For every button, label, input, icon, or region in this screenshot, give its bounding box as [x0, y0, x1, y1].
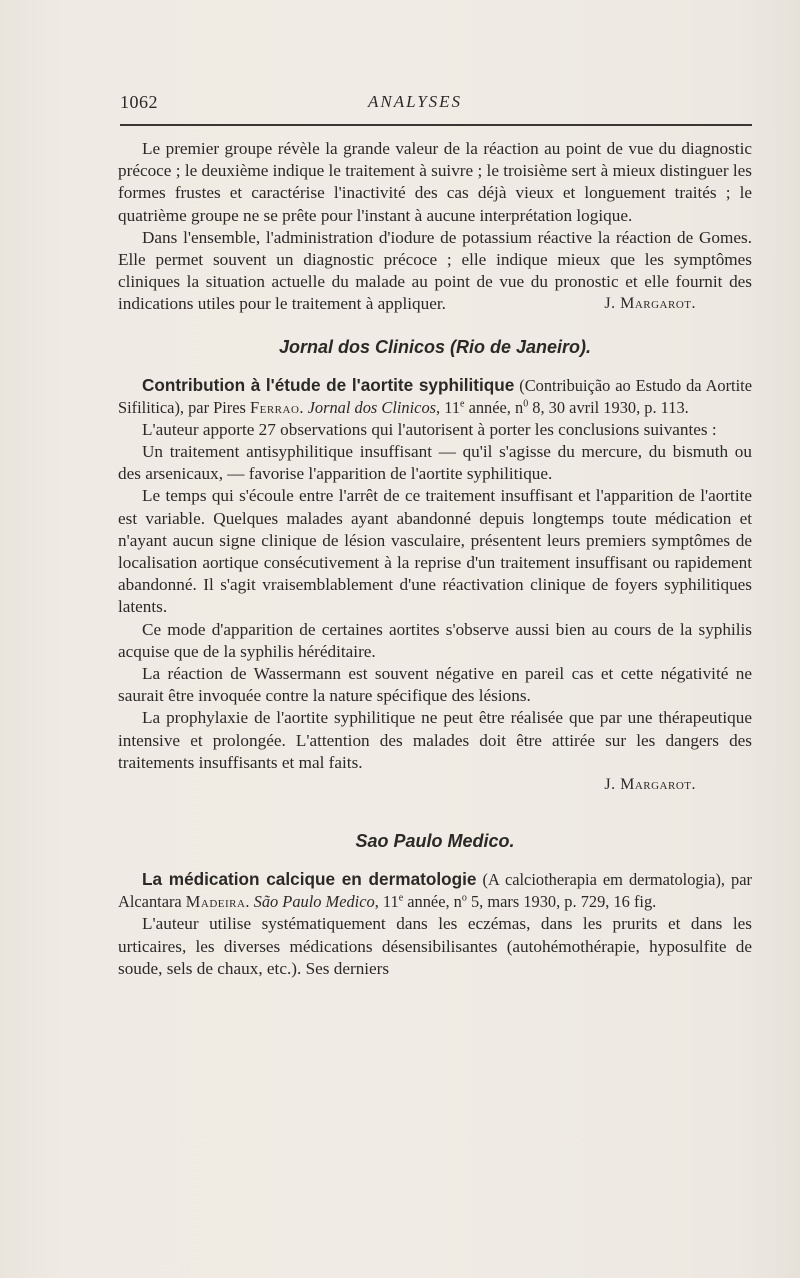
article-ref: , 11: [436, 397, 461, 417]
article-ref: (Contribuição ao Estudo da Aortite Sifilitica), par Pires: [118, 375, 752, 417]
paragraph: [118, 227, 752, 316]
paragraph: La réaction de Wassermann est souvent négative en pareil cas et cette négativité ne saurait être invoquée contre la nature spécifique des lésions.: [118, 664, 752, 706]
paragraph: Ce mode d'apparition de certaines aortites s'observe aussi bien au cours de la syphilis acquise que de la syphilis héréditaire.: [118, 619, 752, 661]
paragraph: L'auteur utilise systématiquement dans les eczémas, dans les prurits et dans les urticaires, les diverses médications désensibilisantes (autohémothérapie, hyposulfite de soude, sels de chaux, etc.). Ses derniers: [118, 914, 752, 978]
running-title: ANALYSES: [368, 92, 463, 111]
article-ref: 8, 30 avril 1930, p. 113.: [528, 397, 689, 417]
article-title: Contribution à l'étude de l'aortite syphilitique: [142, 374, 515, 395]
signature: J. Margarot.: [604, 776, 696, 794]
paragraph: Le temps qui s'écoule entre l'arrêt de ce traitement insuffisant et l'apparition de l'aortite est variable. Quelques malades ayant abandonné depuis longtemps toute médication et n'ayant aucun signe clinique de lésion vasculaire, présentent leurs premiers symptômes de localisation aortique consécutivement à la reprise d'un traitement insuffisant ou rapidement abandonné. Il s'agit vraisemblablement d'une réactivation clinique de foyers syphilitiques latents.: [118, 486, 752, 617]
article-ref: , 11: [374, 892, 399, 912]
signature: J. Margarot.: [604, 295, 696, 313]
article-journal: São Paulo Medico: [253, 892, 375, 912]
article-ref: année, n: [464, 397, 524, 417]
body-text: [118, 138, 752, 980]
article-author: Ferrao: [250, 397, 300, 417]
article-title-block: [118, 374, 752, 419]
page-number: 1062: [120, 92, 158, 112]
journal-heading: Sao Paulo Medico.: [355, 831, 515, 852]
paragraph: La prophylaxie de l'aortite syphilitique ne peut être réalisée que par une thérapeutique intensive et prolongée. L'attention des malades doit être attirée sur les dangers des traitements insuffisants et mal faits.: [118, 708, 752, 772]
article-journal: Jornal dos Clinicos: [307, 397, 437, 417]
paragraph-text: Dans l'ensemble, l'administration d'iodure de potassium réactive la réaction de Gomes. Elle permet souvent un diagnostic précoce ; elle indique mieux que les symptômes cliniques la situation actuelle du malade au point de vue du pronostic et elle fournit des indications utiles pour le traitement à appliquer.: [118, 227, 752, 314]
paragraph: Le premier groupe révèle la grande valeur de la réaction au point de vue du diagnostic précoce ; le deuxième indique le traitement à suivre ; le troisième sert à mieux distinguer les formes frustes et caractérise l'inactivité des cas déjà vieux et longuement traités ; le quatrième groupe ne se prête pour l'instant à aucune interprétation logique.: [118, 139, 752, 225]
article-title-block: [118, 868, 752, 913]
article-ref-sup: e: [398, 893, 404, 905]
article-ref: 5, mars 1930, p. 729, 16 fig.: [466, 892, 657, 912]
article-ref-sup: e: [460, 398, 465, 410]
page-header: [120, 92, 750, 116]
article-ref-sup: 0: [523, 398, 529, 410]
article-ref: (A calciotherapia em dermatologia), par Alcantara: [118, 870, 752, 912]
header-rule: [120, 124, 752, 126]
journal-heading: Jornal dos Clinicos (Rio de Janeiro).: [278, 336, 592, 357]
paragraph: L'auteur apporte 27 observations qui l'autorisent à porter les conclusions suivantes :: [142, 419, 717, 439]
article-title: La médication calcique en dermatologie: [142, 869, 477, 890]
article-author: Madeira: [185, 892, 246, 912]
article-ref: année, n: [403, 892, 462, 912]
article-ref: .: [245, 892, 254, 912]
paragraph: Un traitement antisyphilitique insuffisant — qu'il s'agisse du mercure, du bismuth ou des arsenicaux, — favorise l'apparition de l'aortite syphilitique.: [118, 442, 752, 484]
article-ref-sup: o: [461, 893, 467, 905]
article-ref: .: [299, 397, 308, 417]
